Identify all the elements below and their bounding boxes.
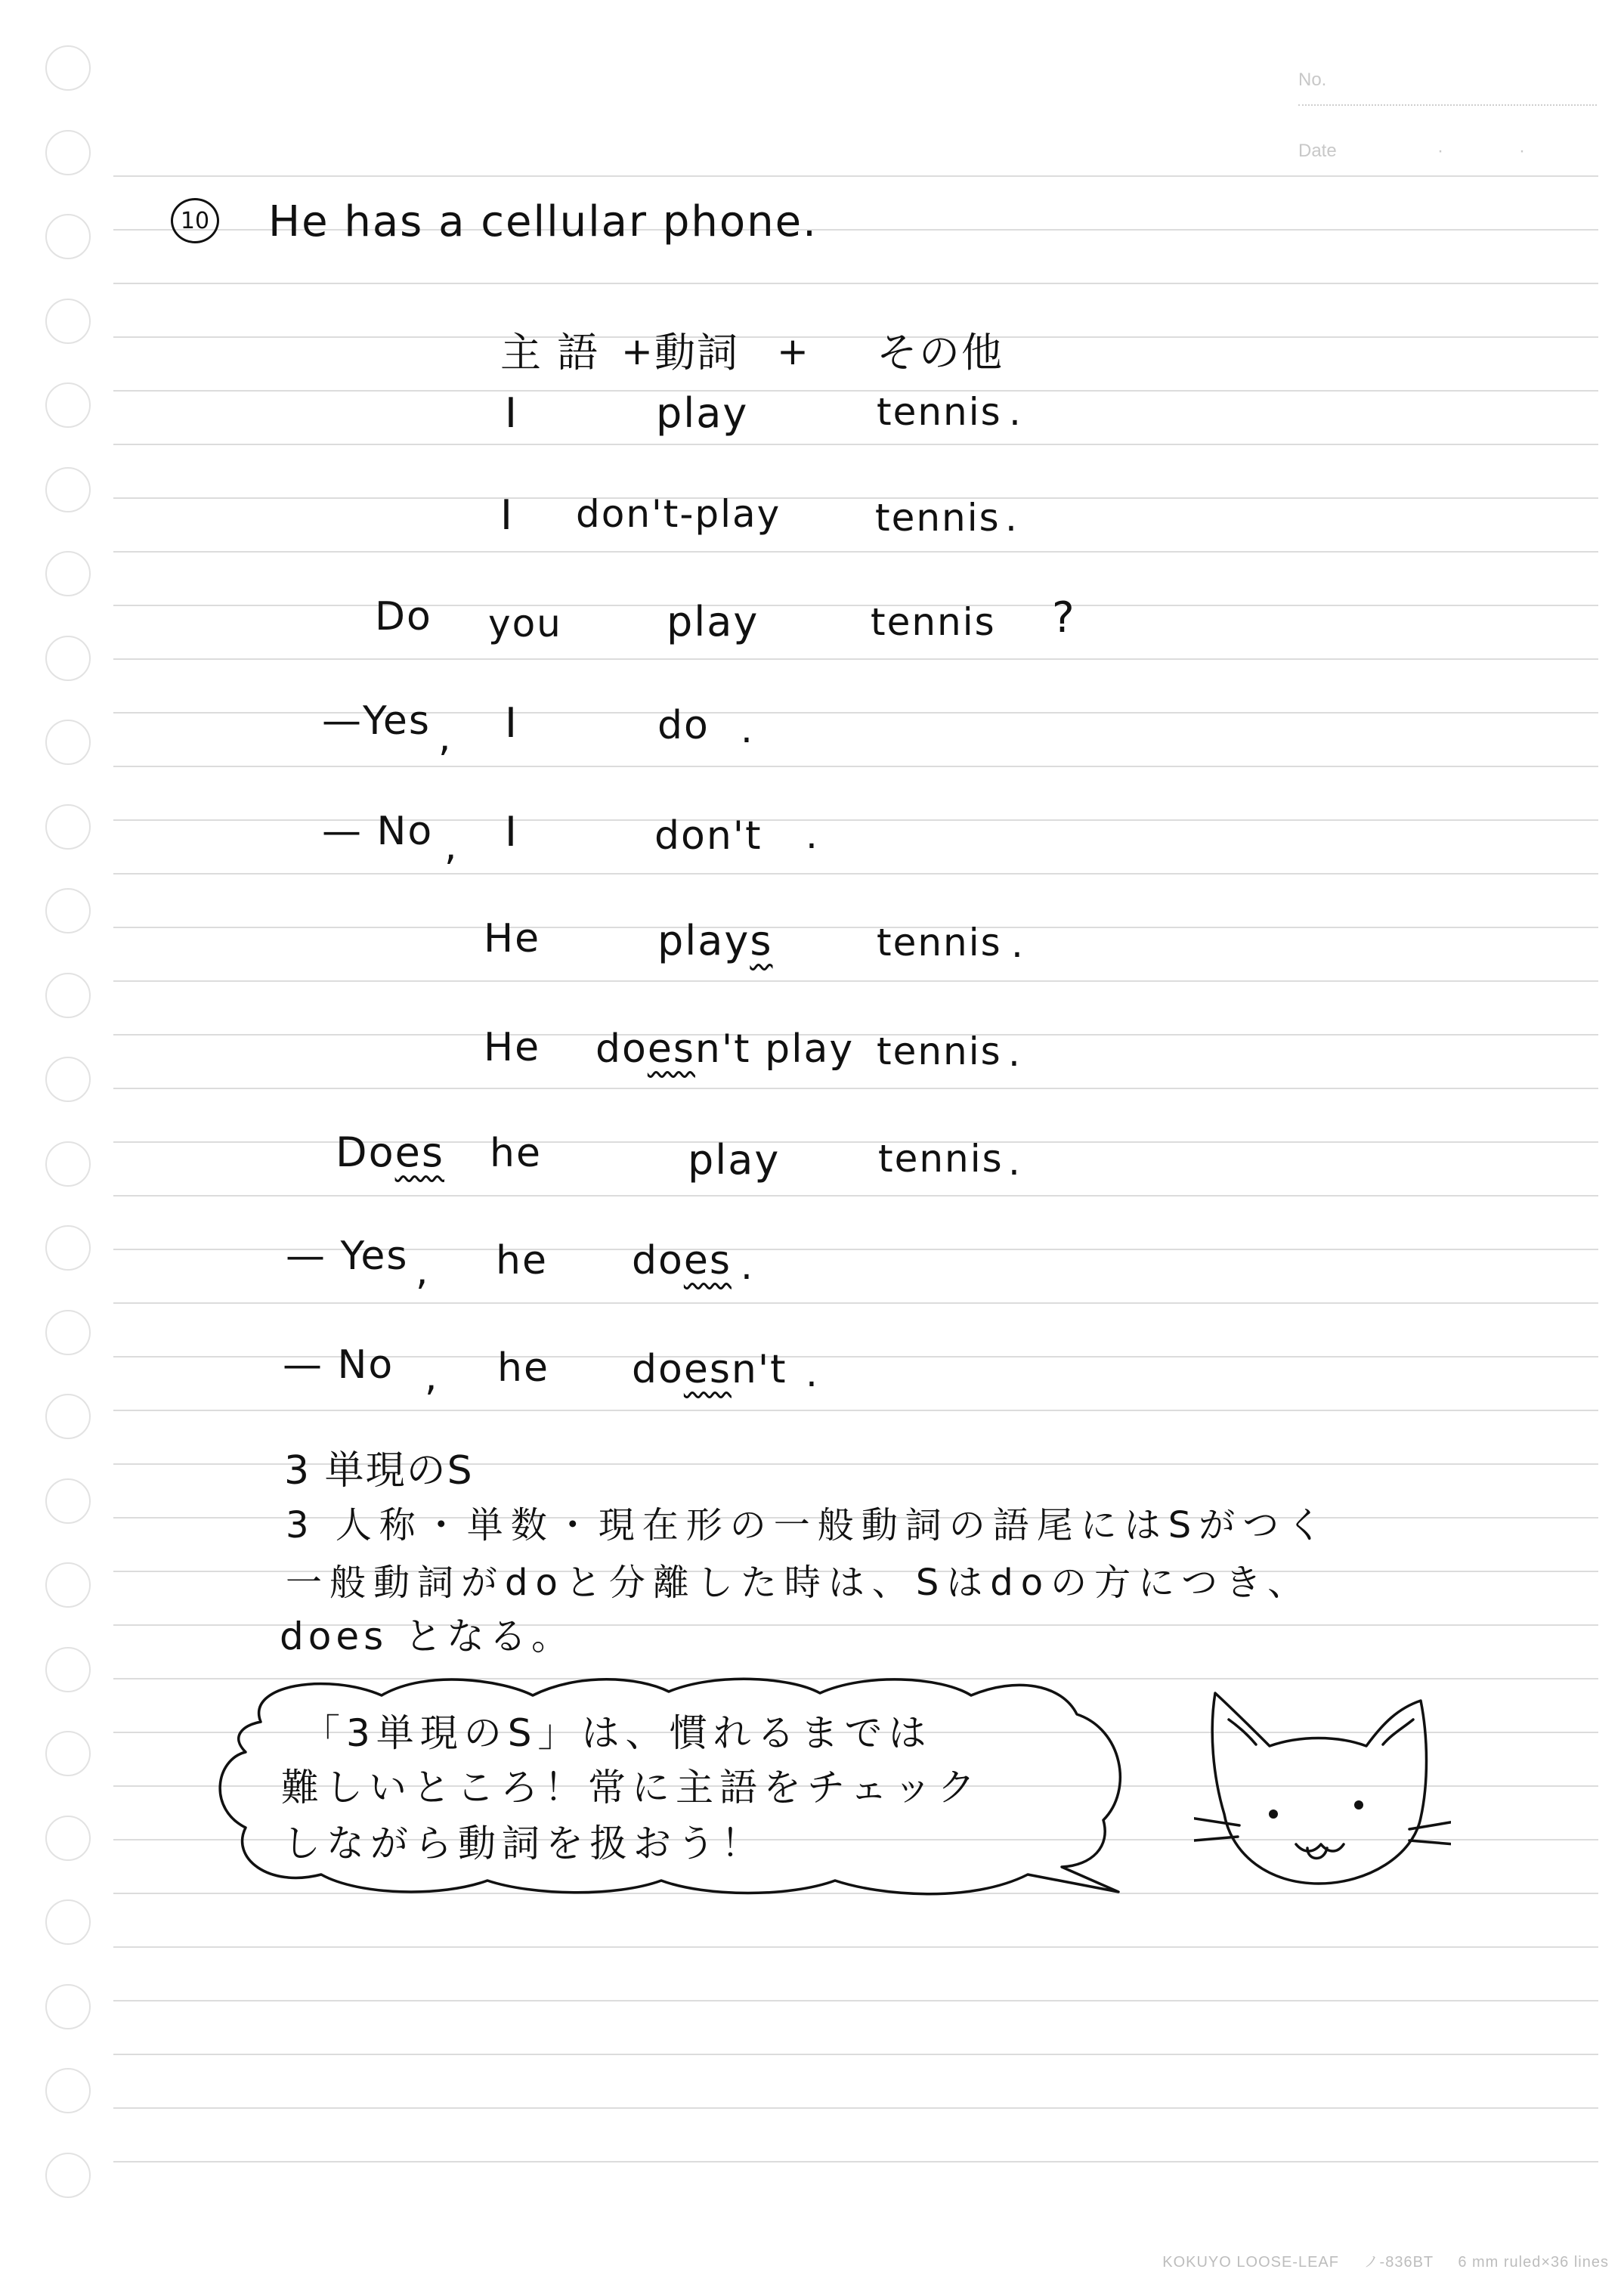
ruled-line [113,658,1598,660]
row-end: . [806,1351,819,1395]
ruled-line [113,980,1598,982]
binder-hole [45,1141,91,1187]
header-verb: 動詞 [654,329,739,376]
ruled-line [113,605,1598,606]
row-subject: I [500,491,514,539]
row-verb: play [667,598,759,645]
rule-title: 3 単現のS [284,1448,474,1494]
bubble-line: しながら動詞を扱おう！ [283,1822,765,1865]
ruled-line [113,175,1598,177]
row-sep: , [444,824,459,869]
row-verb: doesn't play [595,1026,855,1072]
row-end: . [1011,922,1025,966]
bubble-line: 「3単現のS」は、慣れるまでは [302,1711,933,1755]
binder-hole [45,804,91,850]
binder-hole [45,1899,91,1945]
row-sep: , [425,1354,439,1400]
footer-spec: 6 mm ruled×36 lines [1458,2254,1609,2271]
row-pre: — Yes [286,1234,409,1279]
cat-ear-inner [1229,1720,1256,1744]
row-end: . [1008,1140,1022,1184]
third-person-es-mark: es [394,1128,444,1176]
third-person-es-mark: es [683,1238,732,1283]
no-label: No. [1298,70,1327,90]
verb-stem: play [657,917,750,964]
row-verb: play [656,389,749,437]
row-verb: don't-play [576,492,781,536]
rule-line: does となる。 [280,1614,574,1658]
row-end: . [741,707,754,751]
cat-whisker [1194,1837,1238,1840]
third-person-s-mark: s [750,917,773,964]
row-verb: do [657,703,710,748]
date-dot: · [1437,141,1443,161]
ruled-line [113,2107,1598,2109]
binder-hole [45,467,91,512]
binder-hole [45,1394,91,1439]
binder-hole [45,214,91,259]
row-subject: He [484,1025,541,1070]
row-end: . [1009,390,1022,434]
no-underline [1298,104,1597,106]
row-subject: He [484,916,541,961]
row-end: ? [1052,593,1076,642]
row-other: tennis [877,1029,1002,1073]
row-end: . [806,813,819,857]
row-sep: , [438,715,453,760]
third-person-es-mark: es [647,1026,695,1072]
row-subject: I [505,699,518,747]
row-subject: he [490,1131,542,1176]
ruled-line [113,1195,1598,1197]
cat-eye [1354,1800,1363,1810]
binder-hole [45,720,91,765]
binder-hole [45,1816,91,1861]
cat-head [1212,1693,1426,1884]
ruled-line [113,2054,1598,2055]
footer-brand: KOKUYO LOOSE-LEAF [1162,2254,1339,2271]
paper-footer [1143,2249,1609,2271]
row-verb: don't [654,813,763,859]
ruled-line [113,873,1598,875]
ruled-line [113,766,1598,767]
problem-number: 10 [180,207,210,234]
date-dot: · [1519,141,1525,161]
row-sep: , [416,1249,430,1294]
header-other: その他 [877,329,1004,376]
row-other: tennis [877,921,1002,964]
ruled-line [113,1946,1598,1948]
binder-hole [45,1647,91,1692]
binder-hole [45,551,91,596]
row-verb: doesn't [632,1347,787,1392]
row-verb: play [688,1136,781,1184]
binder-hole [45,1057,91,1102]
cat-mouth [1296,1844,1344,1851]
binder-hole [45,2153,91,2198]
date-label: Date [1298,141,1337,161]
cat-ear-inner [1383,1720,1413,1744]
binder-hole [45,1478,91,1524]
row-pre: — No [283,1342,394,1388]
binder-hole [45,130,91,175]
binder-hole [45,45,91,91]
rule-line: 一般動詞がdoと分離した時は、Sはdoの方につき、 [286,1562,1312,1604]
cat-whisker [1194,1818,1239,1825]
ruled-line [113,927,1598,928]
ruled-line [113,336,1598,338]
row-pre: Do [375,594,432,639]
row-subject: I [505,389,518,437]
header-plus: + [777,330,810,373]
ruled-line [113,1088,1598,1089]
row-end: . [741,1244,754,1288]
row-other: tennis [875,496,1001,540]
row-other: tennis [877,390,1002,434]
row-pre: —Yes [322,698,431,744]
header-plus: + [621,330,654,373]
ruled-line [113,390,1598,392]
binder-hole [45,636,91,681]
cat-whisker [1409,1822,1451,1829]
ruled-line [113,444,1598,445]
row-subject: he [496,1238,548,1283]
row-subject: you [488,602,562,645]
footer-model: ノ-836BT [1363,2254,1434,2271]
header-subject: 主 語 [500,329,600,376]
row-end: . [1005,496,1019,540]
row-verb: does [632,1238,732,1283]
cat-doodle [1194,1686,1451,1890]
binder-hole [45,1562,91,1608]
binder-hole [45,1310,91,1355]
problem-number-circle [171,198,219,243]
binder-hole [45,299,91,344]
ruled-line [113,551,1598,553]
binder-hole [45,973,91,1018]
binder-hole [45,888,91,933]
row-pre: — No [322,809,434,854]
row-other: tennis [878,1137,1004,1181]
row-end: . [1008,1031,1022,1075]
binder-hole [45,1984,91,2029]
row-subject: I [505,808,518,856]
ruled-line [113,2161,1598,2162]
binder-hole [45,2068,91,2113]
row-other: tennis [871,600,996,644]
bubble-line: 難しいところ！常に主語をチェック [281,1766,982,1810]
cat-eye [1269,1810,1278,1819]
ruled-line [113,1410,1598,1411]
ruled-line [113,2000,1598,2001]
ruled-line [113,1034,1598,1036]
row-subject: he [497,1345,549,1391]
binder-hole [45,1225,91,1271]
ruled-line [113,283,1598,284]
problem-sentence: He has a cellular phone. [268,197,818,246]
cat-whisker [1409,1840,1451,1844]
row-pre: Does [336,1128,444,1176]
binder-hole [45,382,91,428]
row-verb [657,917,773,964]
ruled-line [113,1302,1598,1304]
ruled-line [113,497,1598,499]
binder-hole [45,1731,91,1776]
third-person-es-mark: es [683,1347,732,1392]
rule-line: 3 人称・単数・現在形の一般動詞の語尾にはSがつく [286,1504,1331,1546]
